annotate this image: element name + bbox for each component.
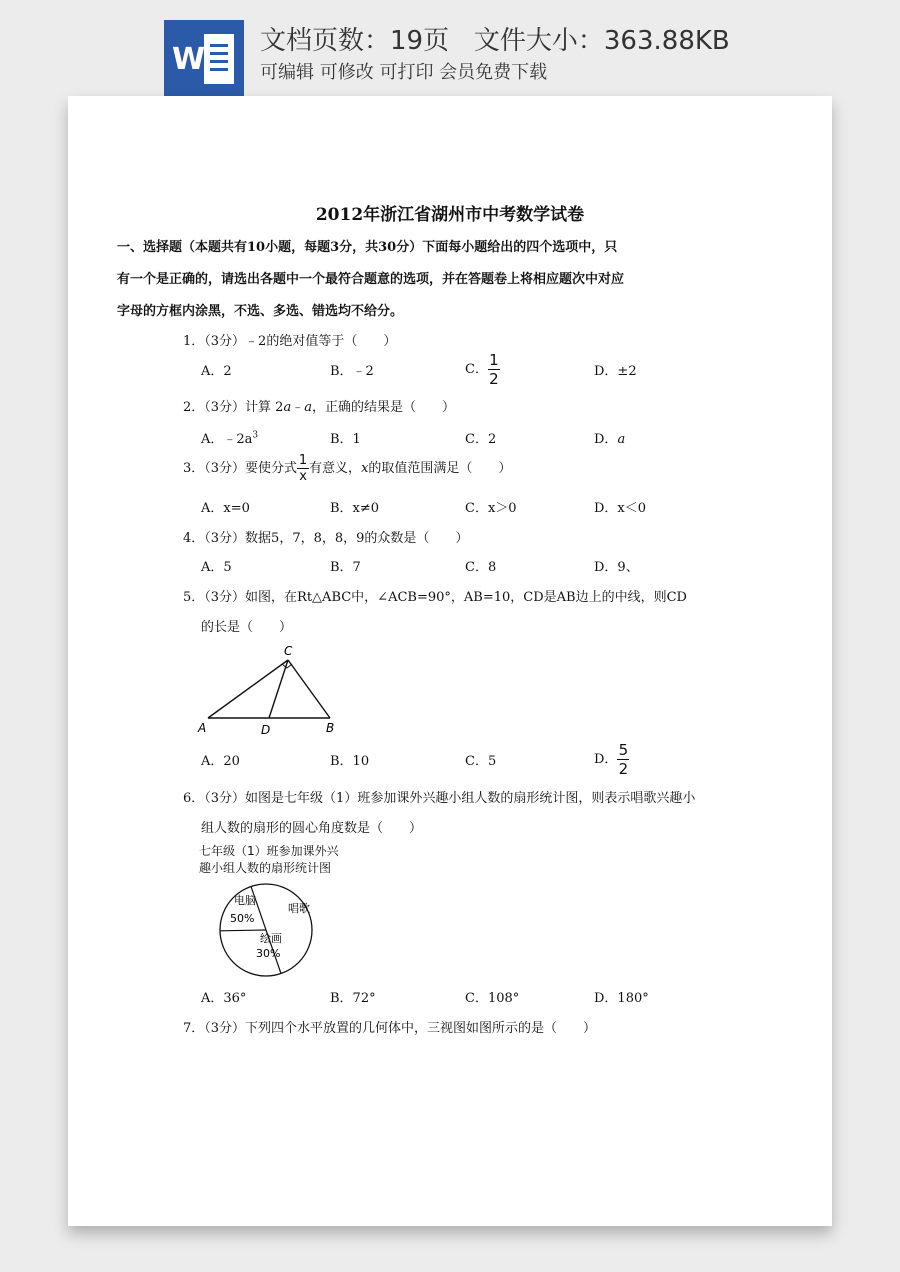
q6-option-b: B．72° [330,991,376,1006]
q5-option-b: B．10 [330,754,370,769]
vertex-c-label: C [284,644,293,658]
question-5-stem-line2: 的长是（ ） [201,620,293,635]
document-page [68,96,832,1226]
pie-slice-label: 绘画 [260,932,282,945]
file-size: 文件大小：363.88KB [473,26,730,56]
q6-option-d: D．180° [594,991,649,1006]
side-cb [288,660,330,718]
q6-option-a: A．36° [201,991,247,1006]
chart-title-line1: 七年级（1）班参加课外兴 [199,844,339,858]
vertex-b-label: B [326,721,335,735]
q1-option-d: D．±2 [594,364,637,379]
side-ac [208,660,288,718]
q1-option-b: B．﹣2 [330,364,374,379]
question-5-stem-line1: 5．（3分）如图，在Rt△ABC中，∠ACB=90°，AB=10，CD是AB边上的中线，则CD [183,590,687,605]
file-info [260,20,730,57]
question-3-stem: 3．（3分）要使分式 $\frac{1}{x}$ 有意义，x的取值范围满足（ ） [183,453,512,484]
q2-option-a: A．$﹣2a^3$ [201,430,259,447]
q5-option-d: D． $\frac{5}{2}$ [594,741,629,778]
q2-option-b: B．1 [330,432,361,447]
question-4-stem: 4．（3分）数据5，7，8，8，9的众数是（ ） [183,531,469,546]
q2-option-c: C．2 [465,432,497,447]
median-cd [269,660,288,718]
download-banner [0,0,900,96]
page-count: 文档页数：19页 [260,26,450,56]
q1-option-a: A．2 [201,364,232,379]
q3-option-c: C．x＞0 [465,501,517,516]
section-instructions-line1: 一、选择题（本题共有10小题，每题3分，共30分）下面每小题给出的四个选项中，只 [117,240,618,255]
q4-option-a: A．5 [201,560,232,575]
triangle-figure [196,640,346,740]
q5-option-c: C．5 [465,754,497,769]
question-6-stem-line1: 6．（3分）如图是七年级（1）班参加课外兴趣小组人数的扇形统计图，则表示唱歌兴趣小 [183,791,696,806]
q4-option-d: D．9、 [594,560,639,575]
question-2-stem: 2．（3分）计算 2a﹣a，正确的结果是（ ） [183,400,456,415]
pie-slice-value: 30% [256,947,281,960]
section-instructions-line3: 字母的方框内涂黑，不选、多选、错选均不给分。 [117,304,404,319]
q4-option-b: B．7 [330,560,361,575]
q4-option-c: C．8 [465,560,497,575]
chart-title-line2: 趣小组人数的扇形统计图 [199,861,332,875]
q5-option-a: A．20 [201,754,240,769]
word-icon: W [164,20,244,96]
pie-slice-value: 50% [230,912,255,925]
pie-slice-label: 电脑 [234,894,256,907]
q2-option-d: D．a [594,432,626,447]
q3-option-a: A．x=0 [201,501,250,516]
q6-option-c: C．108° [465,991,520,1006]
q1-option-c: C． $\frac{1}{2}$ [465,351,499,388]
question-1-stem: 1．（3分）﹣2的绝对值等于（ ） [183,334,397,349]
q3-option-b: B．x≠0 [330,501,380,516]
feature-list: 可编辑 可修改 可打印 会员免费下载 [260,62,548,83]
pie-chart [216,882,326,982]
q3-option-d: D．x＜0 [594,501,647,516]
question-7-stem: 7．（3分）下列四个水平放置的几何体中，三视图如图所示的是（ ） [183,1021,597,1036]
vertex-a-label: A [198,721,207,735]
pie-slice-label: 唱歌 [288,902,310,915]
point-d-label: D [261,723,271,737]
page-title: 2012年浙江省湖州市中考数学试卷 [315,205,585,225]
question-6-stem-line2: 组人数的扇形的圆心角度数是（ ） [201,821,423,836]
pie-slice-boundary [220,930,266,931]
section-instructions-line2: 有一个是正确的，请选出各题中一个最符合题意的选项，并在答题卷上将相应题次中对应 [117,272,625,287]
